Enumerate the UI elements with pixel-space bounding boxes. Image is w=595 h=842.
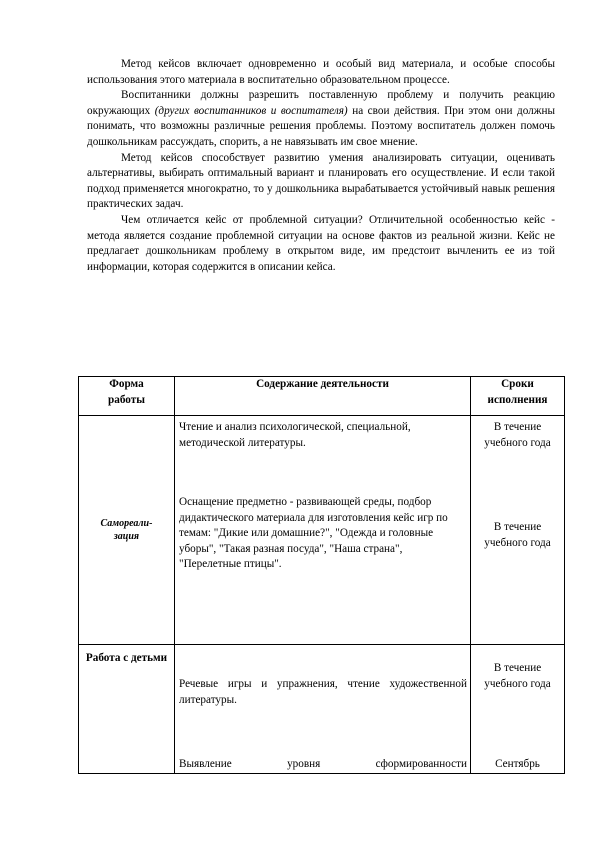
table-header-row bbox=[79, 377, 565, 416]
paragraph-2-start: Воспитанники должны разрешить поставленную проблему и получить реакцию окружающих bbox=[87, 89, 555, 117]
header-term bbox=[471, 377, 565, 416]
term-value: В течение учебного года bbox=[484, 662, 551, 690]
activity-item: Чтение и анализ психологической, специальной, методической литературы. bbox=[179, 421, 411, 449]
table-row bbox=[79, 645, 565, 774]
work-plan-table bbox=[78, 376, 565, 774]
paragraph-2 bbox=[87, 88, 555, 150]
activity-item: Выявление уровня сформированности bbox=[179, 758, 467, 770]
form-self-line1: Самореали- bbox=[100, 518, 153, 529]
body-text bbox=[87, 57, 555, 275]
term-value: Сентябрь bbox=[495, 758, 540, 770]
header-term-line2: исполнения bbox=[487, 393, 548, 406]
header-form bbox=[79, 377, 175, 416]
content-cell bbox=[175, 416, 471, 645]
content-cell bbox=[175, 645, 471, 774]
paragraph-4: Чем отличается кейс от проблемной ситуации? Отличительной особенностью кейс - метода является создание проблемной ситуации на основе фактов из реальной жизни. Кейс не предлагает дошкольникам проблему в открытом виде, им предстоит вычленить ее из той информации, которая содержится в описании кейса. bbox=[87, 213, 555, 273]
term-cell bbox=[471, 645, 565, 774]
activity-item: Речевые игры и упражнения, чтение художественной литературы. bbox=[179, 678, 467, 706]
term-value: В течение учебного года bbox=[484, 421, 551, 449]
form-self-realization bbox=[79, 416, 175, 645]
term-cell bbox=[471, 416, 565, 645]
paragraph-2-italic: (других воспитанников и воспитателя) bbox=[154, 104, 348, 117]
form-self-line2: зация bbox=[113, 531, 140, 542]
table-row bbox=[79, 416, 565, 645]
form-work-with-children: Работа с детьми bbox=[79, 645, 175, 774]
header-term-line1: Сроки bbox=[501, 378, 534, 390]
paragraph-1: Метод кейсов включает одновременно и особый вид материала, и особые способы использования этого материала в воспитательно образовательном процессе. bbox=[87, 58, 555, 86]
term-value: В течение учебного года bbox=[484, 521, 551, 549]
header-content-label: Содержание деятельности bbox=[256, 378, 389, 390]
header-form-line2: работы bbox=[108, 393, 145, 406]
activity-item: Оснащение предметно - развивающей среды, подбор дидактического материала для изготовления кейс игр по темам: "Дикие или домашние?", "Одежда и головные уборы", "Такая разная посуда", "Наша страна", "Перелетные птицы". bbox=[179, 496, 448, 571]
paragraph-2-end: на свои действия. При этом они должны понимать, что возможны различные решения проблемы. Поэтому воспитатель должен помочь дошкольникам рассуждать, спорить, а не навязывать им свое мнение. bbox=[87, 104, 555, 148]
header-content bbox=[175, 377, 471, 416]
paragraph-3: Метод кейсов способствует развитию умения анализировать ситуации, оценивать альтернативы, выбирать оптимальный вариант и планировать его осуществление. И если такой подход применяется многократно, то у дошкольника вырабатывается устойчивый навык решения практических задач. bbox=[87, 151, 555, 211]
header-form-line1: Форма bbox=[109, 378, 144, 390]
